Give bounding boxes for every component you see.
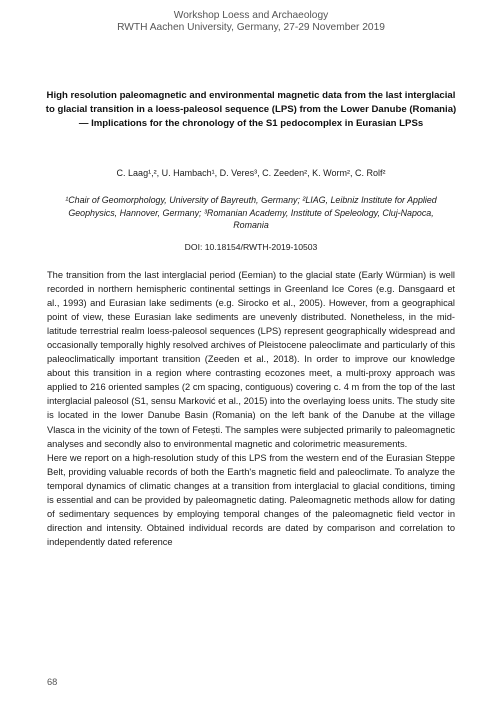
page-number: 68 [47, 677, 58, 687]
paragraph: Here we report on a high-resolution study of this LPS from the western end of the Eurasian Steppe Belt, providing valuable records of both the Earth's magnetic field and paleoclimate. To analyze the temporal dynamics of climatic changes at a transition from interglacial to glacial conditions, timing is essential and can be provided by paleomagnetic dating. Paleomagnetic methods allow for dating of sedimentary sequences by employing temporal changes of the paleomagnetic field vector in direction and intensity. Obtained individual records are dated by comparison and correlation to independently dated reference [47, 452, 455, 547]
abstract-body [47, 268, 455, 549]
header-venue: RWTH Aachen University, Germany, 27-29 November 2019 [117, 22, 385, 33]
header-workshop: Workshop Loess and Archaeology [173, 10, 329, 21]
author-list: C. Laag¹,², U. Hambach¹, D. Veres³, C. Zeeden², K. Worm², C. Rolf² [116, 168, 386, 178]
paragraph: The transition from the last interglacial period (Eemian) to the glacial state (Early Würmian) is well recorded in northern hemispheric continental settings in Greenland Ice Cores (e.g. Dansgaard et al., 1993) and Eurasian lake sediments (e.g. Sirocko et al., 2005). However, from a geographical point of view, these Eurasian lake sediments are unevenly distributed. Nonetheless, in the mid-latitude terrestrial realm loess-paleosol sequences (LPS) represent geographically widespread and occasionally temporally highly resolved archives of Pleistocene paleoclimate and particularly of this paleoclimatically important transition (Zeeden et al., 2018). In order to improve our knowledge about this transition in a region where contrasting ecozones meet, a multi-proxy approach was applied to 216 oriented samples (2 cm spacing, contiguous) covering c. 4 m from the top of the last interglacial paleosol (S1, sensu Marković et al., 2015) into the overlaying loess units. The study site is located in the lower Danube Basin (Romania) on the left bank of the Danube at the village Vlasca in the vicinity of the town of Fetești. The samples were subjected primarily to paleomagnetic analyses and secondly also to environmental magnetic and colorimetric measurements. [47, 270, 455, 449]
paper-title: High resolution paleomagnetic and environmental magnetic data from the last interglacial to glacial transition in a loess-paleosol sequence (LPS) from the Lower Danube (Romania) — Implications for the chronology of the S1 pedocomplex in Eurasian LPSs [45, 90, 457, 130]
running-header [0, 10, 502, 34]
affiliations: ¹Chair of Geomorphology, University of Bayreuth, Germany; ²LIAG, Leibniz Institute for Applied Geophysics, Hannover, Germany; ³Romanian Academy, Institute of Speleology, Cluj-Napoca, Romania [65, 195, 437, 230]
doi: DOI: 10.18154/RWTH-2019-10503 [184, 242, 318, 252]
